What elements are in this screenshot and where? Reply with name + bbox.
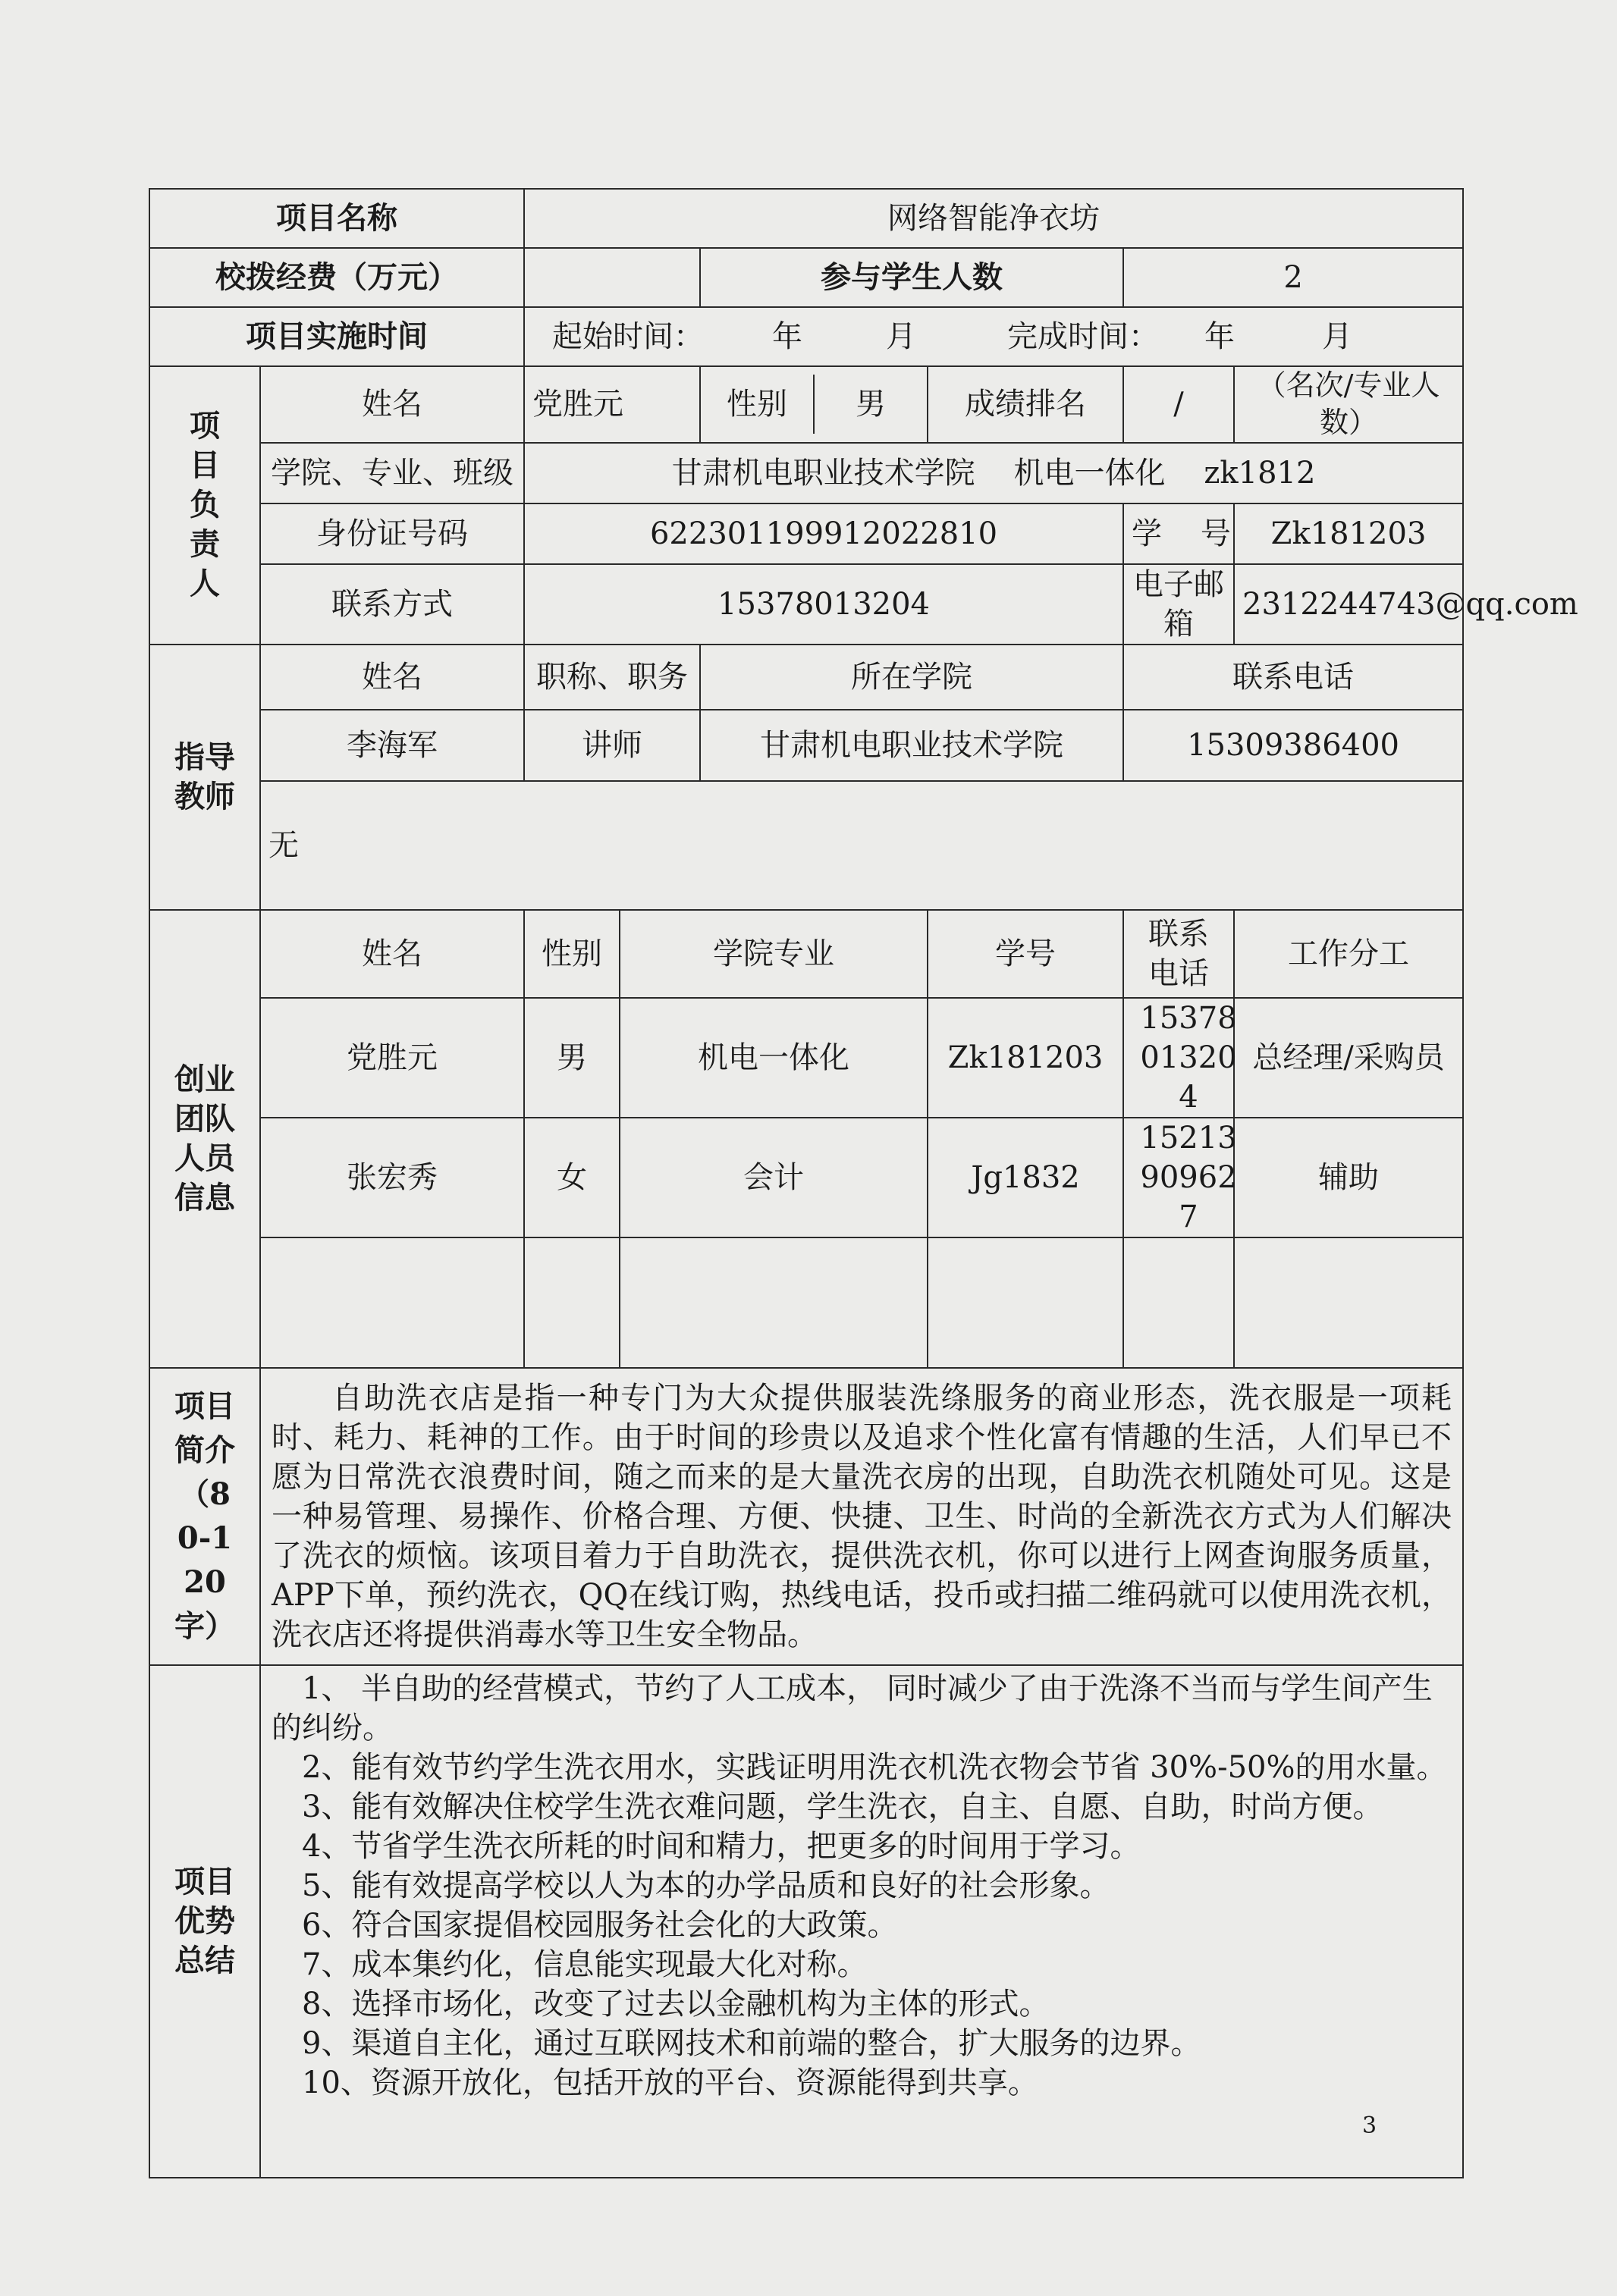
project-form-table [149,188,1578,2178]
intro-text: 自助洗衣店是指一种专门为大众提供服装洗绦服务的商业形态，洗衣服是一项耗时、耗力、耗神的工作。由于时间的珍贵以及追求个性化富有情趣的生活，人们早已不愿为日常洗衣浪费时间，随之而来的是大量洗衣房的出现，自助洗衣机随处可见。这是一种易管理、易操作、价格合理、方便、快捷、卫生、时尚的全新洗衣方式为人们解决了洗衣的烦恼。该项目着力于自助洗衣，提供洗衣机，你可以进行上网查询服务质量，APP下单，预约洗衣，QQ在线订购，热线电话，投币或扫描二维码就可以使用洗衣机，洗衣店还将提供消毒水等卫生安全物品。 [260,1368,1463,1665]
team-member-name: 党胜元 [260,998,524,1118]
rank-value: / [1123,366,1234,443]
team-empty-cell [1123,1237,1234,1368]
team-member-student-no: Jg1832 [928,1118,1123,1237]
gender-label: 性别 [701,375,814,434]
advisor-header-name: 姓名 [260,645,524,710]
college-label: 学院、专业、班级 [260,443,524,503]
team-empty-cell [524,1237,620,1368]
team-empty-cell [260,1237,524,1368]
advantage-item: 9、渠道自主化，通过互联网技术和前端的整合，扩大服务的边界。 [302,2025,1201,2061]
team-member-role: 辅助 [1234,1118,1463,1237]
leader-section-label: 项目负责人 [149,366,260,645]
advantage-item: 1、 半自助的经营模式，节约了人工成本， 同时减少了由于洗涤不当而与学生间产生的纠纷。 [272,1670,1433,1746]
advisor-college: 甘肃机电职业技术学院 [700,710,1123,781]
leader-name-label: 姓名 [260,366,524,443]
team-member-name: 张宏秀 [260,1118,524,1237]
advantage-item: 7、成本集约化，信息能实现最大化对称。 [302,1946,868,1982]
start-time-label: 起始时间： [552,319,705,354]
funding-label: 校拨经费（万元） [149,248,524,307]
team-header-phone: 联系电话 [1123,910,1234,998]
implementation-time-value [524,307,1463,366]
advantage-item: 4、节省学生洗衣所耗的时间和精力，把更多的时间用于学习。 [302,1828,1141,1864]
id-number-label: 身份证号码 [260,503,524,564]
advantages-list [260,1665,1463,2178]
team-empty-cell [620,1237,928,1368]
students-count-value: 2 [1123,248,1463,307]
team-member-student-no: Zk181203 [928,998,1123,1118]
intro-section-label: 项目简介（80-120字） [149,1368,260,1665]
contact-value: 15378013204 [524,564,1123,645]
team-header-student-no: 学号 [928,910,1123,998]
team-empty-cell [1234,1237,1463,1368]
team-member-phone: 15378013204 [1123,998,1234,1118]
project-name-label: 项目名称 [149,189,524,248]
advisor-phone: 15309386400 [1123,710,1463,781]
advisor-header-title: 职称、职务 [524,645,700,710]
advantage-item: 10、资源开放化，包括开放的平台、资源能得到共享。 [302,2065,1038,2100]
team-header-college: 学院专业 [620,910,928,998]
advisor-note: 无 [260,781,1463,910]
advantage-item: 6、符合国家提倡校园服务社会化的大政策。 [302,1907,898,1943]
team-member-gender: 男 [524,998,620,1118]
team-member-gender: 女 [524,1118,620,1237]
contact-label: 联系方式 [260,564,524,645]
team-member-phone: 15213909627 [1123,1118,1234,1237]
end-year: 年 [1204,319,1236,354]
start-year: 年 [772,319,803,354]
advantage-item: 8、选择市场化，改变了过去以金融机构为主体的形式。 [302,1986,1050,2022]
email-label: 电子邮箱 [1123,564,1234,645]
start-month: 月 [886,319,917,354]
team-member-college: 机电一体化 [620,998,928,1118]
team-empty-cell [928,1237,1123,1368]
student-no-value: Zk181203 [1234,503,1463,564]
gender-value: 男 [856,387,887,422]
project-name-value: 网络智能净衣坊 [524,189,1463,248]
student-no-label: 学 号 [1123,503,1234,564]
team-member-role: 总经理/采购员 [1234,998,1463,1118]
advantage-item: 5、能有效提高学校以人为本的办学品质和良好的社会形象。 [302,1868,1110,1903]
team-section-label: 创业团队人员信息 [149,910,260,1368]
implementation-time-label: 项目实施时间 [149,307,524,366]
leader-name-value: 党胜元 [524,366,700,443]
advisor-header-college: 所在学院 [700,645,1123,710]
advisor-section-label: 指导教师 [149,645,260,910]
students-count-label: 参与学生人数 [700,248,1123,307]
funding-value [524,248,700,307]
rank-label: 成绩排名 [928,366,1123,443]
page-number: 3 [1362,2113,1377,2139]
team-member-college: 会计 [620,1118,928,1237]
leader-gender-label [700,366,928,443]
end-month: 月 [1322,319,1353,354]
advisor-title: 讲师 [524,710,700,781]
team-header-gender: 性别 [524,910,620,998]
advisor-name: 李海军 [260,710,524,781]
team-row [149,1118,1463,1237]
college-value: 甘肃机电职业技术学院 机电一体化 zk1812 [524,443,1463,503]
advantages-section-label: 项目优势总结 [149,1665,260,2178]
advantage-item: 2、能有效节约学生洗衣用水，实践证明用洗衣机洗衣物会节省 30%-50%的用水量。 [302,1749,1447,1785]
team-header-role: 工作分工 [1234,910,1463,998]
team-row [149,998,1463,1118]
end-time-label: 完成时间： [1007,319,1160,354]
team-header-name: 姓名 [260,910,524,998]
id-number-value: 622301199912022810 [524,503,1123,564]
rank-note: （名次/专业人数） [1234,366,1463,443]
advisor-header-phone: 联系电话 [1123,645,1463,710]
advantage-item: 3、能有效解决住校学生洗衣难问题，学生洗衣，自主、自愿、自助，时尚方便。 [302,1789,1383,1824]
email-value: 2312244743@qq.com [1234,564,1463,645]
